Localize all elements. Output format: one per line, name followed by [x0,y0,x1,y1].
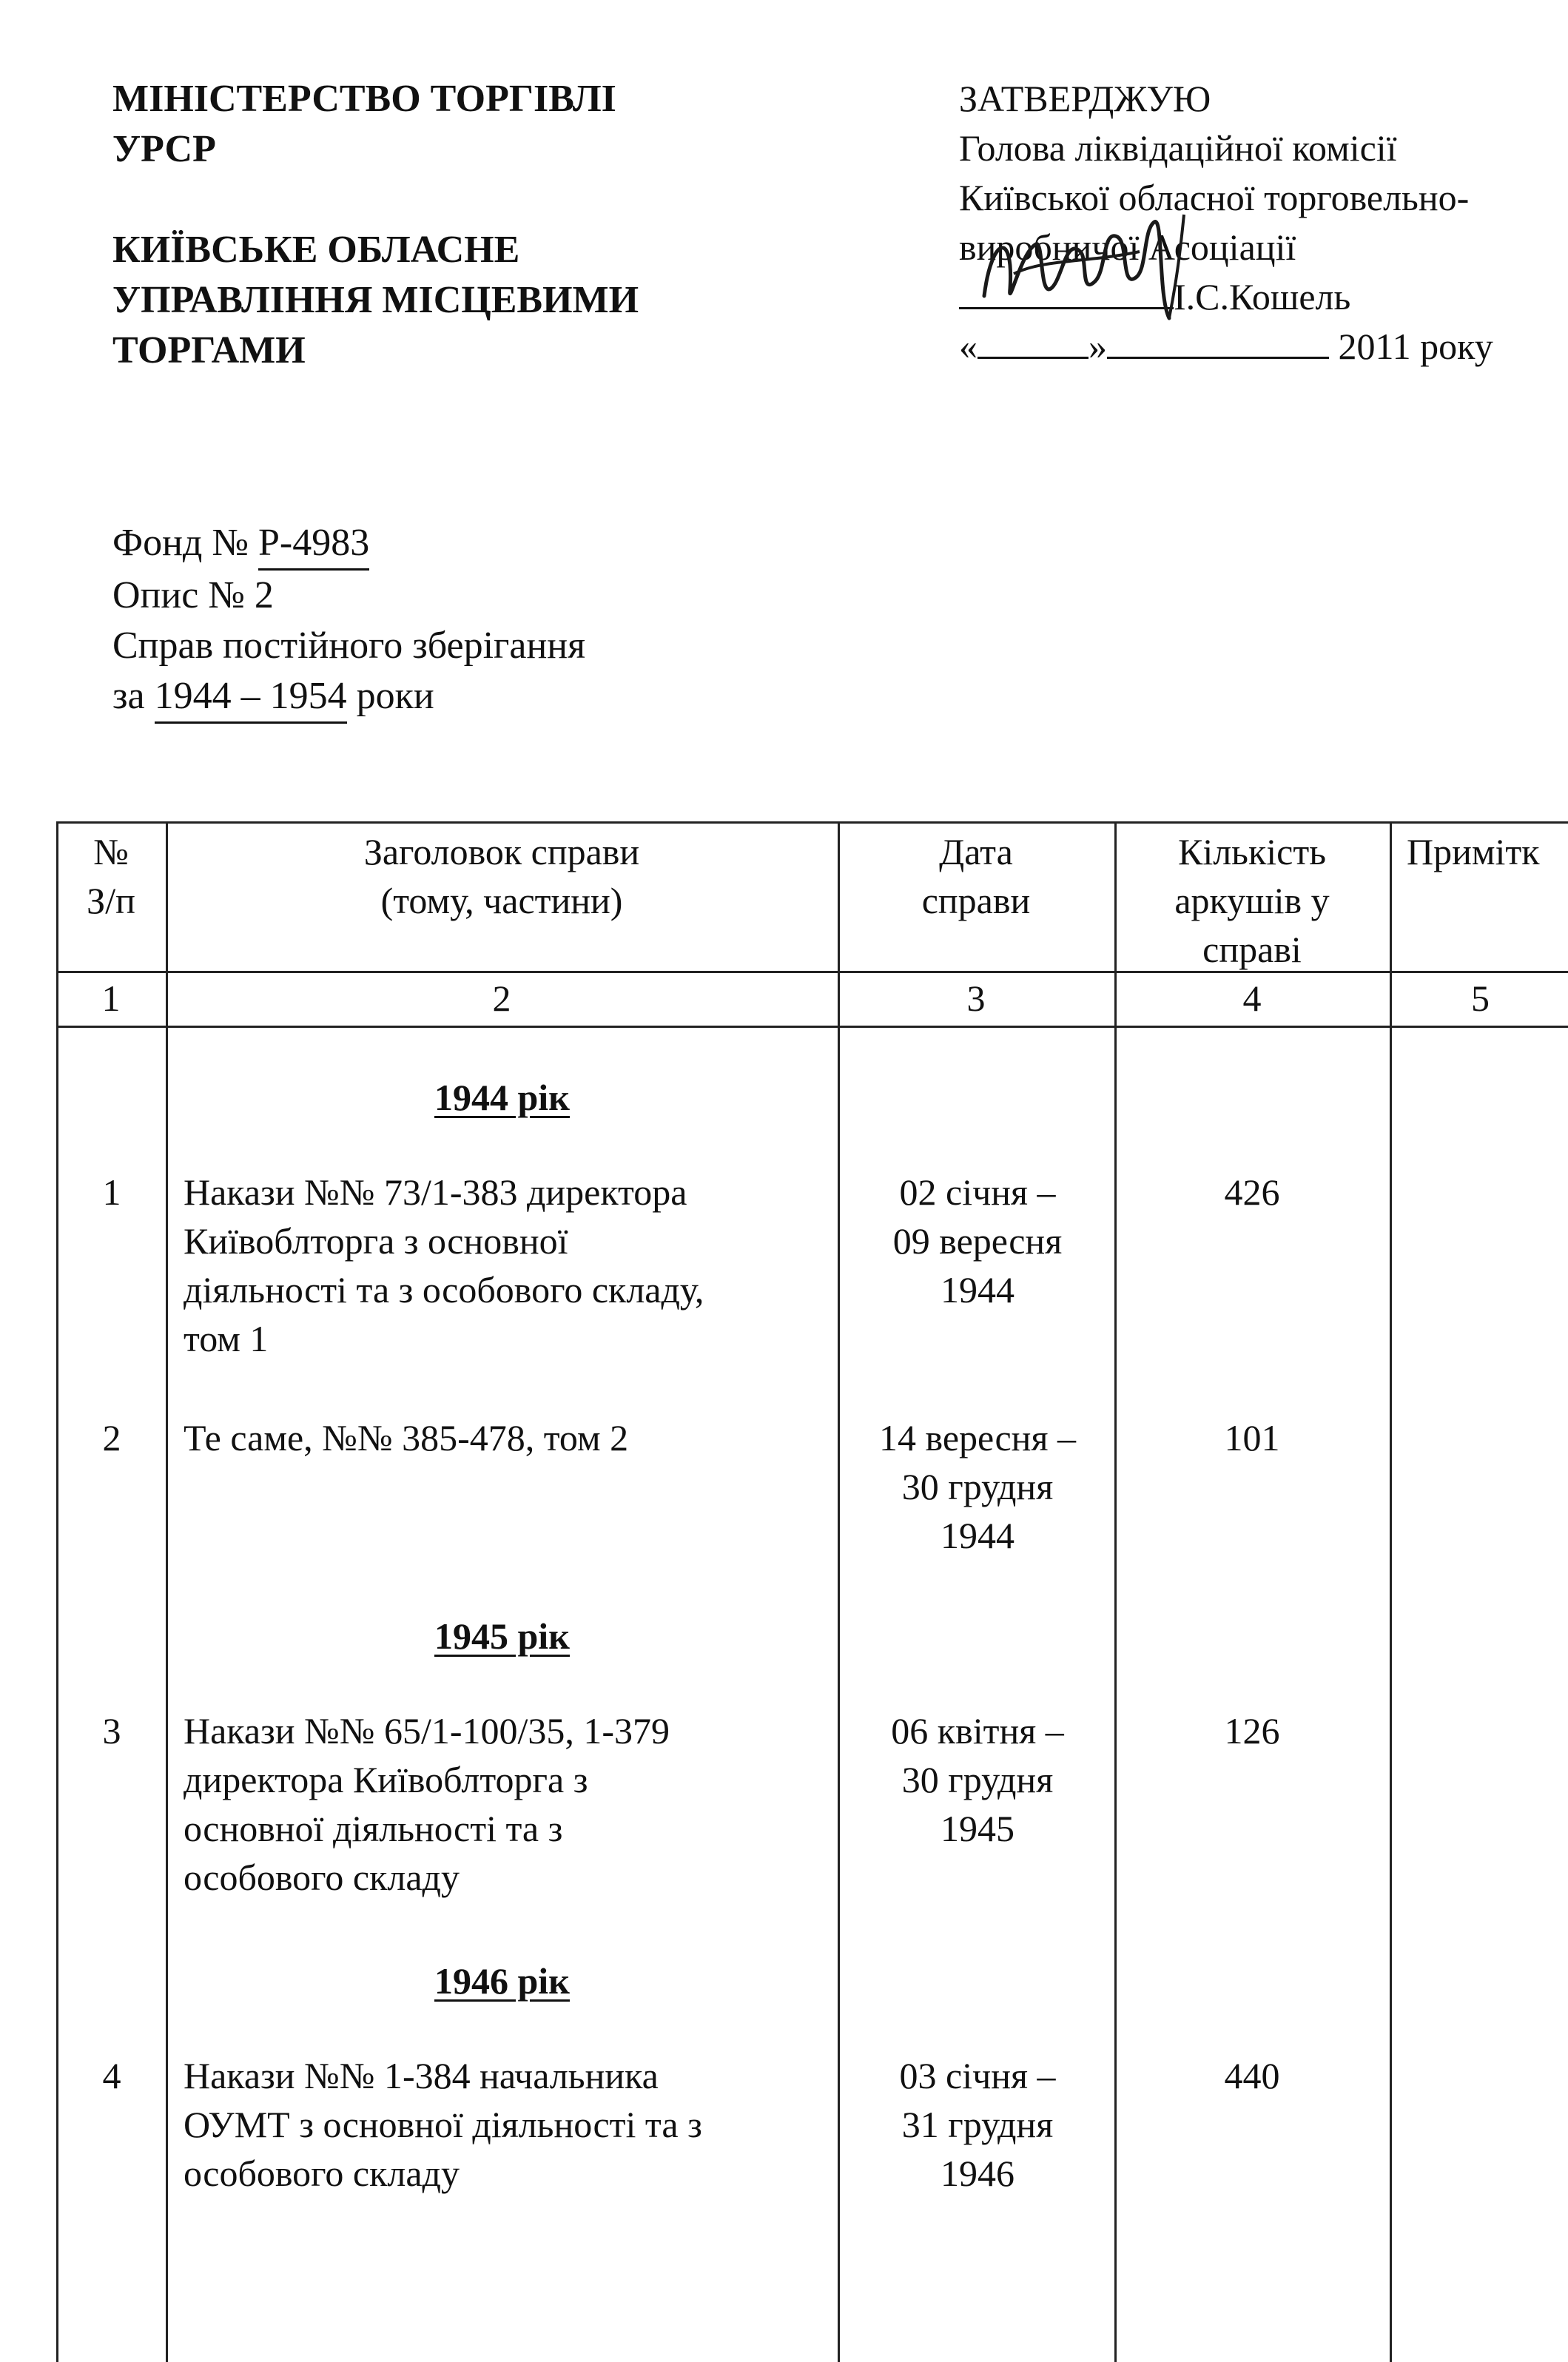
row-2-date [841,1413,1114,1560]
period-line [112,671,852,724]
row-1-date-line-2: 09 вересня [892,1220,1063,1262]
row-1-title-line-4: том 1 [184,1318,269,1359]
day-blank [978,357,1088,359]
period-prefix: за [112,675,155,717]
header-title [166,827,838,925]
period-years: 1944 – 1954 [155,671,347,724]
row-1-date-line-3: 1944 [941,1269,1015,1310]
row-2-date-line-2: 30 грудня [901,1466,1054,1507]
table-border-top [56,821,1568,824]
ministry-line-1: МІНІСТЕРСТВО ТОРГІВЛІ [112,78,616,120]
header-count [1114,827,1390,974]
header-date [838,827,1114,925]
row-1-no: 1 [102,1171,121,1213]
row-4-no: 4 [102,2055,121,2096]
header-date-line-1: Дата [939,831,1013,872]
opis-line: Опис № 2 [112,574,274,616]
row-4-date-line-3: 1946 [941,2153,1015,2194]
row-3-title [184,1706,853,1902]
year-heading-1944: 1944 рік [434,1077,570,1118]
fond-number: Р-4983 [258,518,369,571]
row-4-count: 440 [1224,2055,1280,2096]
approval-year: 2011 року [1338,326,1493,367]
row-1-date [841,1168,1114,1314]
row-4-date-line-2: 31 грудня [901,2104,1054,2145]
quote-open: « [959,326,978,367]
ministry-line-2: УРСР [112,128,216,170]
table-col-divider-1 [166,821,168,2362]
table-col-divider-3 [1114,821,1117,2362]
header-title-line-2: (тому, частини) [380,880,623,921]
row-1-title-line-3: діяльності та з особового складу, [184,1269,704,1310]
row-3-no: 3 [102,1710,121,1752]
ministry-line-5: ТОРГАМИ [112,329,306,371]
header-no-line-2: З/п [87,880,135,921]
row-1-title-line-1: Накази №№ 73/1-383 директора [184,1171,687,1213]
header-count-line-3: справі [1202,929,1302,970]
row-3-date [841,1706,1114,1853]
approval-title: ЗАТВЕРДЖУЮ [959,78,1211,119]
year-heading-1945: 1945 рік [434,1615,570,1657]
row-2-count: 101 [1224,1417,1280,1458]
header-no [56,827,166,925]
header-title-line-1: Заголовок справи [363,831,640,872]
table-border-left [56,821,58,2362]
row-3-date-line-3: 1945 [941,1808,1015,1849]
approval-signer: І.С.Кошель [1174,276,1351,317]
table-colnum-divider [56,1026,1568,1028]
row-4-title [184,2051,853,2198]
ministry-line-4: УПРАВЛІННЯ МІСЦЕВИМИ [112,279,639,321]
col-number-1: 1 [101,978,121,1019]
row-4-title-line-1: Накази №№ 1-384 начальника [184,2055,659,2096]
fond-info [112,518,852,724]
row-1-title-line-2: Київоблторга з основної [184,1220,568,1262]
row-3-date-line-2: 30 грудня [901,1759,1054,1800]
row-3-count: 126 [1224,1710,1280,1752]
inventory-table [56,821,1568,2362]
table-col-divider-4 [1390,821,1392,2362]
approval-line-3: виробничої Асоціації [959,226,1296,268]
header-count-line-2: аркушів у [1174,880,1330,921]
header-count-line-1: Кількість [1177,831,1327,872]
header-no-line-1: № [93,831,129,872]
ministry-line-3: КИЇВСЬКЕ ОБЛАСНЕ [112,229,520,271]
row-3-title-line-4: особового складу [184,1857,460,1898]
fond-number-line [112,518,852,571]
row-4-date [841,2051,1114,2198]
row-4-date-line-1: 03 січня – [899,2055,1056,2096]
row-1-title [184,1168,853,1363]
header-notes: Примітк [1407,831,1540,872]
year-heading-1946: 1946 рік [434,1960,570,2002]
quote-close: » [1088,326,1107,367]
approval-line-1: Голова ліквідаційної комісії [959,127,1397,169]
row-3-title-line-1: Накази №№ 65/1-100/35, 1-379 [184,1710,670,1752]
row-3-title-line-3: основної діяльності та з [184,1808,563,1849]
ministry-header [112,74,852,376]
row-2-date-line-3: 1944 [941,1515,1015,1556]
cases-line: Справ постійного зберігання [112,625,586,667]
row-2-title-line-1: Те саме, №№ 385-478, том 2 [184,1417,629,1458]
handwritten-signature [969,207,1206,333]
col-number-2: 2 [492,978,511,1019]
row-2-date-line-1: 14 вересня – [879,1417,1076,1458]
col-number-5: 5 [1471,978,1490,1019]
row-1-count: 426 [1224,1171,1280,1213]
month-blank [1107,357,1329,359]
row-3-date-line-1: 06 квітня – [891,1710,1064,1752]
col-number-3: 3 [966,978,986,1019]
row-1-date-line-1: 02 січня – [899,1171,1056,1213]
header-date-line-2: справи [921,880,1031,921]
row-4-title-line-2: ОУМТ з основної діяльності та з [184,2104,702,2145]
row-3-title-line-2: директора Київоблторга з [184,1759,588,1800]
col-number-4: 4 [1242,978,1262,1019]
spacer [112,175,852,225]
row-2-no: 2 [102,1417,121,1458]
row-2-title [184,1413,853,1462]
row-4-title-line-3: особового складу [184,2153,460,2194]
period-suffix: роки [346,675,434,717]
approval-line-2: Київської обласної торговельно- [959,177,1470,218]
fond-label: Фонд № [112,522,258,564]
